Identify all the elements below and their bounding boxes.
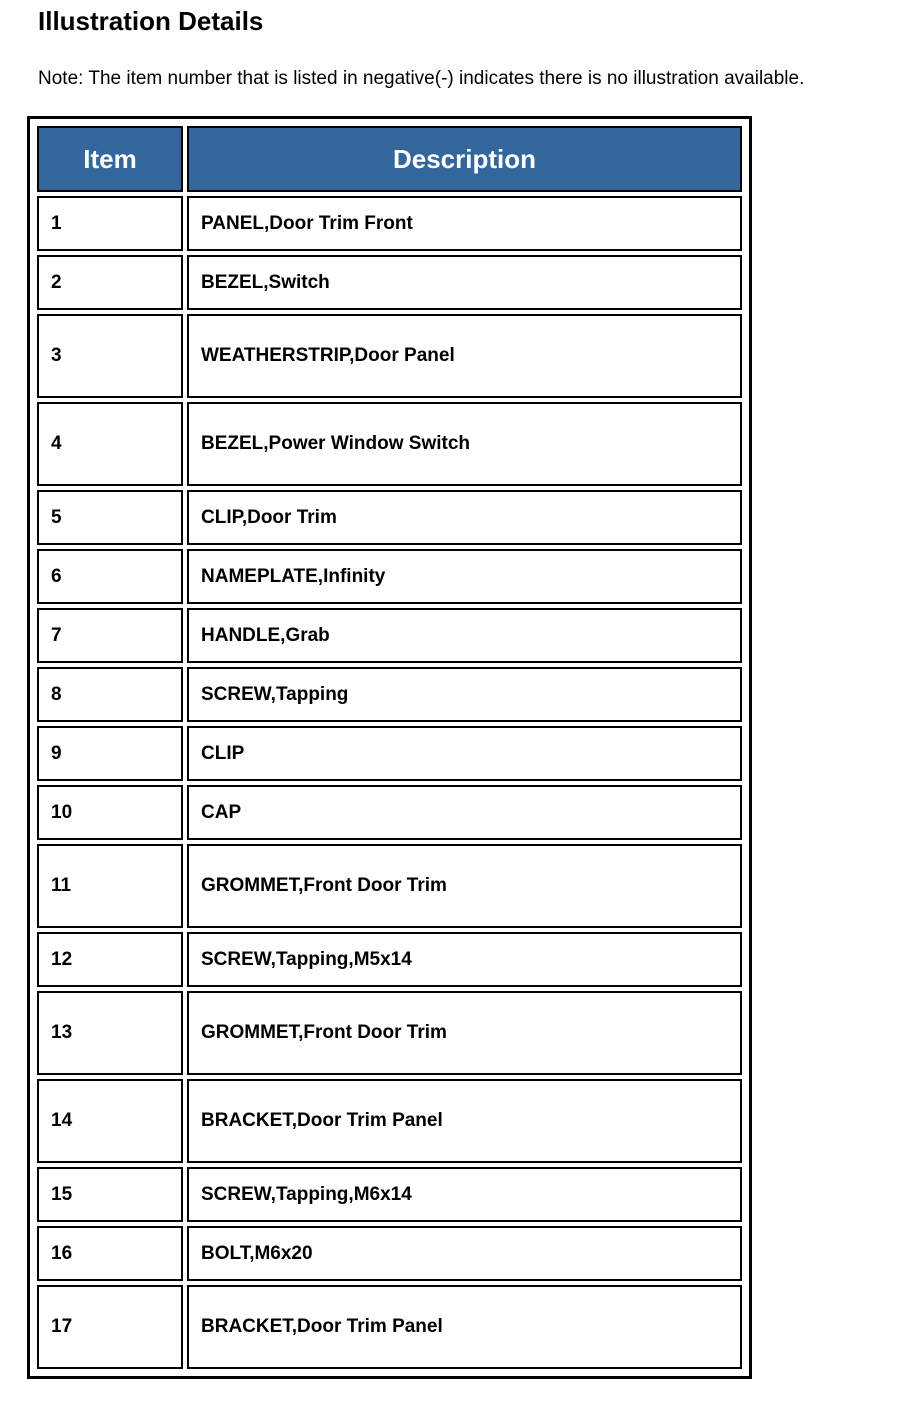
description-cell: SCREW,Tapping (187, 667, 742, 722)
item-number-cell: 15 (37, 1167, 183, 1222)
item-number-cell: 13 (37, 991, 183, 1075)
description-cell: GROMMET,Front Door Trim (187, 844, 742, 928)
description-cell: BOLT,M6x20 (187, 1226, 742, 1281)
item-number-cell: 1 (37, 196, 183, 251)
item-number-cell: 14 (37, 1079, 183, 1163)
table-row (37, 314, 742, 398)
item-number-cell: 10 (37, 785, 183, 840)
description-cell: SCREW,Tapping,M5x14 (187, 932, 742, 987)
item-number-cell: 9 (37, 726, 183, 781)
table-row (37, 196, 742, 251)
item-number-cell: 4 (37, 402, 183, 486)
header-description: Description (187, 126, 742, 192)
description-cell: BEZEL,Switch (187, 255, 742, 310)
description-cell: NAMEPLATE,Infinity (187, 549, 742, 604)
item-number-cell: 12 (37, 932, 183, 987)
table-row (37, 402, 742, 486)
table-row (37, 1226, 742, 1281)
table-row (37, 726, 742, 781)
description-cell: HANDLE,Grab (187, 608, 742, 663)
item-number-cell: 17 (37, 1285, 183, 1369)
item-number-cell: 7 (37, 608, 183, 663)
description-cell: BEZEL,Power Window Switch (187, 402, 742, 486)
page-title: Illustration Details (38, 6, 264, 36)
item-number-cell: 6 (37, 549, 183, 604)
note-text: Note: The item number that is listed in negative(-) indicates there is no illustration available. (38, 68, 805, 89)
item-number-cell: 3 (37, 314, 183, 398)
table-row (37, 490, 742, 545)
table-row (37, 667, 742, 722)
parts-table (33, 122, 746, 1373)
description-cell: SCREW,Tapping,M6x14 (187, 1167, 742, 1222)
table-row (37, 991, 742, 1075)
description-cell: CLIP,Door Trim (187, 490, 742, 545)
table-row (37, 844, 742, 928)
description-cell: CAP (187, 785, 742, 840)
description-cell: GROMMET,Front Door Trim (187, 991, 742, 1075)
table-row (37, 549, 742, 604)
description-cell: PANEL,Door Trim Front (187, 196, 742, 251)
item-number-cell: 8 (37, 667, 183, 722)
description-cell: BRACKET,Door Trim Panel (187, 1079, 742, 1163)
item-number-cell: 16 (37, 1226, 183, 1281)
parts-table-frame (27, 116, 752, 1379)
description-cell: BRACKET,Door Trim Panel (187, 1285, 742, 1369)
table-row (37, 785, 742, 840)
table-header-row (37, 126, 742, 192)
table-body (37, 196, 742, 1369)
table-row (37, 608, 742, 663)
description-cell: WEATHERSTRIP,Door Panel (187, 314, 742, 398)
item-number-cell: 11 (37, 844, 183, 928)
table-row (37, 1079, 742, 1163)
table-row (37, 932, 742, 987)
header-item: Item (37, 126, 183, 192)
table-row (37, 255, 742, 310)
table-row (37, 1285, 742, 1369)
item-number-cell: 2 (37, 255, 183, 310)
table-row (37, 1167, 742, 1222)
item-number-cell: 5 (37, 490, 183, 545)
description-cell: CLIP (187, 726, 742, 781)
